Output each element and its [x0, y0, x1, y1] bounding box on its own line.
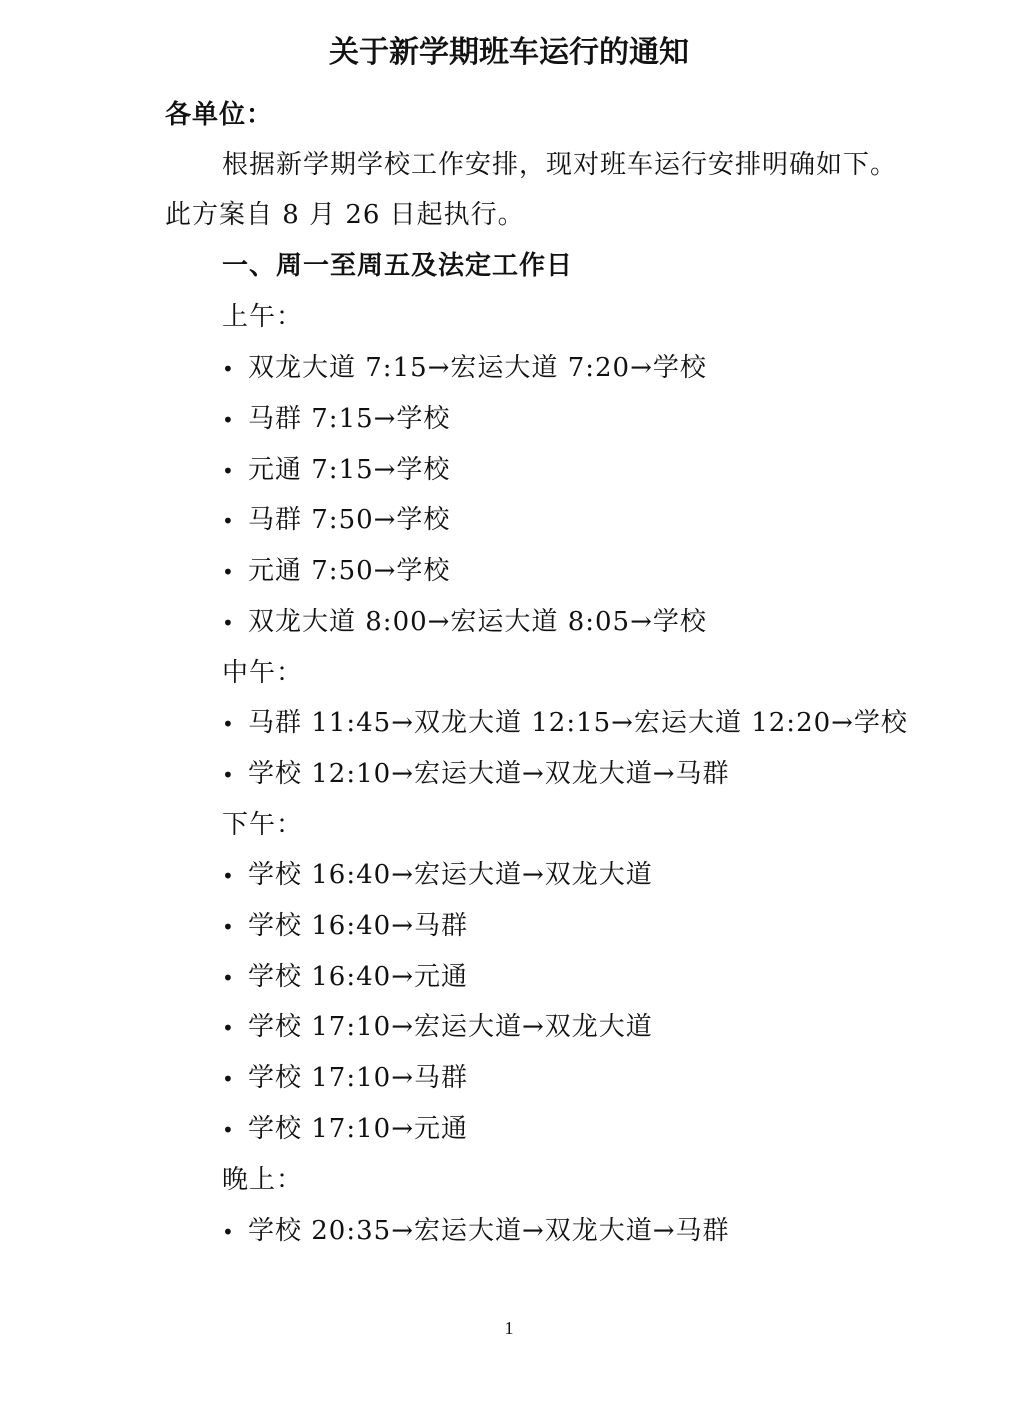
bullet-icon: •: [222, 560, 235, 584]
bullet-icon: •: [222, 763, 235, 787]
route-text: 学校 16:40→马群: [248, 911, 468, 941]
list-item: [222, 554, 450, 589]
period-label-morning: 上午：: [222, 302, 304, 332]
list-item: [222, 858, 653, 893]
period-label-afternoon: 下午：: [222, 810, 304, 840]
route-text: 双龙大道 8:00→宏运大道 8:05→学校: [248, 607, 707, 637]
route-text: 学校 17:10→宏运大道→双龙大道: [248, 1012, 653, 1042]
list-item: [222, 1010, 653, 1045]
list-item: [222, 960, 468, 995]
bullet-icon: •: [222, 864, 235, 888]
list-item: [222, 1214, 730, 1249]
bullet-icon: •: [222, 915, 235, 939]
bullet-icon: •: [222, 1220, 235, 1244]
list-item: [222, 1112, 468, 1147]
route-text: 学校 12:10→宏运大道→双龙大道→马群: [248, 759, 730, 789]
list-item: [222, 605, 707, 640]
period-label-noon: 中午：: [222, 658, 304, 688]
list-item: [222, 453, 450, 488]
list-item: [222, 503, 450, 538]
bullet-icon: •: [222, 408, 235, 432]
bullet-icon: •: [222, 357, 235, 381]
list-item: [222, 402, 450, 437]
bullet-icon: •: [222, 966, 235, 990]
route-text: 学校 16:40→宏运大道→双龙大道: [248, 860, 653, 890]
bullet-icon: •: [222, 611, 235, 635]
route-text: 学校 16:40→元通: [248, 962, 468, 992]
list-item: [222, 351, 707, 386]
route-text: 元通 7:15→学校: [248, 455, 451, 485]
bullet-icon: •: [222, 1067, 235, 1091]
route-text: 学校 17:10→马群: [248, 1063, 468, 1093]
bullet-icon: •: [222, 1118, 235, 1142]
period-label-evening: 晚上：: [222, 1165, 304, 1195]
route-text: 双龙大道 7:15→宏运大道 7:20→学校: [248, 353, 707, 383]
list-item: [222, 909, 468, 944]
route-text: 马群 11:45→双龙大道 12:15→宏运大道 12:20→学校: [248, 708, 908, 738]
list-item: [222, 706, 908, 741]
bullet-icon: •: [222, 459, 235, 483]
bullet-icon: •: [222, 1016, 235, 1040]
route-text: 马群 7:15→学校: [248, 404, 451, 434]
intro-paragraph-line-1: 根据新学期学校工作安排，现对班车运行安排明确如下。: [222, 150, 898, 180]
bullet-icon: •: [222, 712, 235, 736]
route-text: 学校 20:35→宏运大道→双龙大道→马群: [248, 1216, 730, 1246]
bullet-icon: •: [222, 509, 235, 533]
page-number: 1: [504, 1318, 514, 1338]
route-text: 学校 17:10→元通: [248, 1114, 468, 1144]
list-item: [222, 757, 730, 792]
document-title: 关于新学期班车运行的通知: [329, 35, 689, 70]
route-text: 马群 7:50→学校: [248, 505, 451, 535]
salutation: 各单位：: [165, 100, 274, 130]
route-text: 元通 7:50→学校: [248, 556, 451, 586]
section-heading: 一、周一至周五及法定工作日: [222, 251, 574, 281]
intro-paragraph-line-2: 此方案自 8 月 26 日起执行。: [165, 200, 525, 230]
list-item: [222, 1061, 468, 1096]
